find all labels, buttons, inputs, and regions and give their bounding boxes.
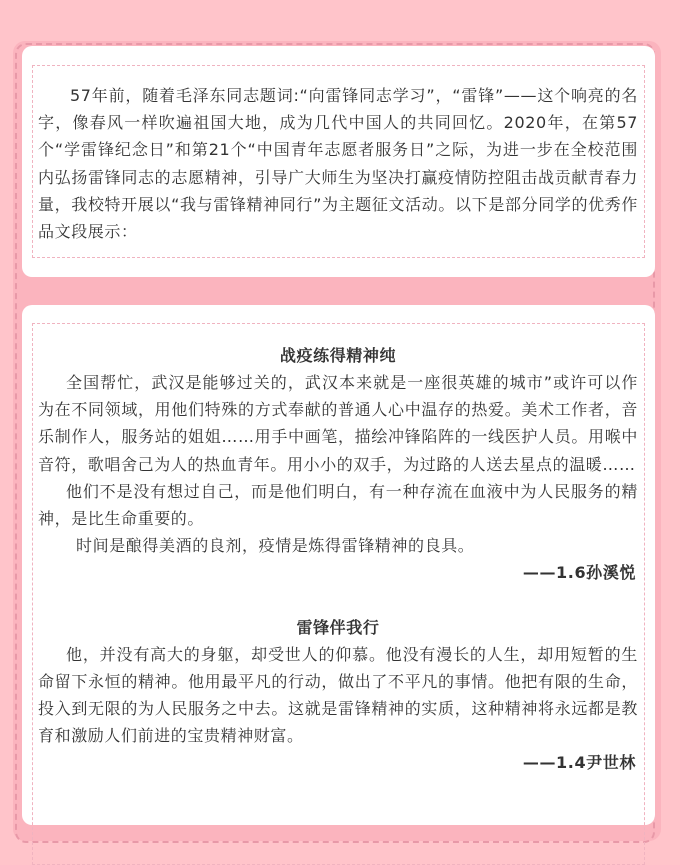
essay-1 (38, 342, 638, 587)
essay-spacer (38, 587, 638, 614)
essay-paragraph: 他，并没有高大的身躯，却受世人的仰慕。他没有漫长的人生，却用短暂的生命留下永恒的精神。他用最平凡的行动，做出了不平凡的事情。他把有限的生命，投入到无限的为人民服务之中去。这就是雷锋精神的实质，这种精神将永远都是教育和激励人们前进的宝贵精神财富。 (38, 644, 638, 746)
essay-paragraph: 时间是酿得美酒的良剂，疫情是炼得雷锋精神的良具。 (76, 536, 475, 556)
intro-paragraph: 57年前，随着毛泽东同志题词:“向雷锋同志学习”，“雷锋”——这个响亮的名字，像春风一样吹遍祖国大地，成为几代中国人的共同回忆。2020年，在第57个“学雷锋纪念日”和第21个“中国青年志愿者服务日”之际，为进一步在全校范围内弘扬雷锋同志的志愿精神，引导广大师生为坚决打赢疫情防控阻击战贡献青春力量，我校特开展以“我与雷锋精神同行”为主题征文活动。以下是部分同学的优秀作品文段展示： (38, 86, 638, 242)
essay-author: ——1.4尹世林 (522, 753, 636, 773)
essays-section (38, 342, 638, 777)
essay-2 (38, 614, 638, 777)
essay-paragraph: 全国帮忙，武汉是能够过关的，武汉本来就是一座很英雄的城市”或许可以作为在不同领域，用他们特殊的方式奉献的普通人心中温存的热爱。美术工作者，音乐制作人，服务站的姐姐……用手中画笔，描绘冲锋陷阵的一线医护人员。用喉中音符，歌唱舍己为人的热血青年。用小小的双手，为过路的人送去星点的温暖…… (38, 373, 638, 474)
essay-title: 战疫练得精神纯 (279, 346, 397, 365)
essay-paragraph: 他们不是没有想过自己，而是他们明白，有一种存流在血液中为人民服务的精神，是比生命重要的。 (38, 481, 638, 529)
essay-author: ——1.6孙溪悦 (522, 563, 636, 583)
essay-title: 雷锋伴我行 (296, 617, 380, 637)
intro-section (38, 82, 638, 245)
